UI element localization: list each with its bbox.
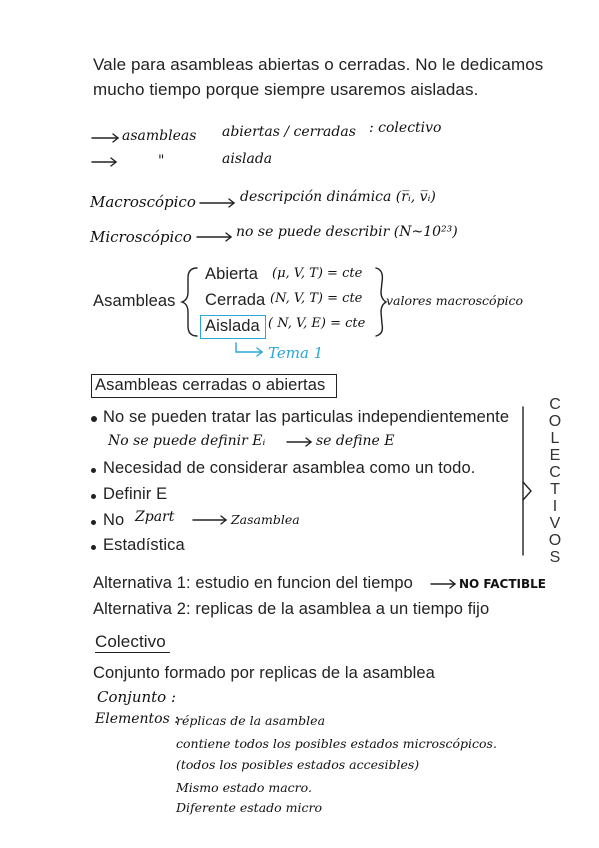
arrow-icon: [92, 158, 116, 166]
alternative-1-verdict: NO FACTIBLE: [459, 577, 546, 591]
vertical-letter: C: [549, 396, 561, 413]
colectivo-note-2: (todos los posibles estados accesibles): [176, 757, 420, 772]
vertical-letter: E: [549, 447, 561, 464]
types-row2-value: aislada: [222, 151, 273, 167]
bullet-4-no: No: [103, 511, 125, 529]
asamblea-item-aislada-vars: ( N, V, E) = cte: [268, 316, 366, 331]
colectivo-note-3: Mismo estado macro.: [176, 780, 312, 795]
colectivo-note-4: Diferente estado micro: [176, 800, 323, 815]
bullet-2: Necesidad de considerar asamblea como un todo.: [103, 459, 476, 477]
arrow-icon: [193, 516, 226, 524]
right-brace: [376, 268, 386, 336]
arrow-icon: [431, 580, 455, 588]
asamblea-item-aislada: Aislada: [205, 317, 260, 335]
arrow-icon: [92, 134, 118, 142]
macro-desc: descripción dinámica (r̅ᵢ, v̅ᵢ): [240, 189, 436, 205]
bullet-dot: [91, 494, 96, 499]
vertical-letter: T: [550, 481, 560, 498]
vertical-letter: V: [549, 515, 561, 532]
asamblea-item-abierta: Abierta: [205, 265, 258, 283]
types-row1-value: abiertas / cerradas: [222, 124, 356, 140]
left-brace: [182, 268, 197, 336]
bullet-1-sub: No se puede definir Eᵢ: [108, 433, 266, 449]
bullet-3: Definir E: [103, 485, 168, 503]
colectivo-definition: Conjunto formado por replicas de la asamblea: [93, 664, 435, 682]
bullet-dot: [91, 520, 96, 525]
micro-desc: no se puede describir (N~10²³): [236, 224, 458, 240]
vertical-letter: C: [549, 464, 561, 481]
bullet-5: Estadística: [103, 536, 185, 554]
bullet-4-zasamblea: Zasamblea: [231, 512, 300, 527]
bullet-dot: [91, 545, 96, 550]
vertical-letter: S: [549, 549, 561, 566]
vertical-letter: L: [550, 430, 560, 447]
vertical-letter: O: [548, 532, 562, 549]
bullet-1: No se pueden tratar las particulas independientemente: [103, 408, 510, 426]
alternative-2: Alternativa 2: replicas de la asamblea a un tiempo fijo: [93, 600, 490, 618]
types-row2-ditto: ": [158, 153, 165, 169]
asambleas-label: Asambleas: [93, 292, 176, 310]
bracket-point: [523, 482, 531, 500]
colectivo-underline: [95, 652, 170, 653]
asamblea-item-cerrada-vars: (N, V, T) = cte: [270, 291, 363, 306]
tema-reference: Tema 1: [268, 344, 324, 362]
vertical-letter: O: [548, 413, 562, 430]
alternative-1: Alternativa 1: estudio en funcion del tiempo: [93, 574, 413, 592]
valores-macro-note: valores macroscópico: [386, 293, 524, 308]
types-row1-result: : colectivo: [369, 120, 442, 136]
intro-line-1: Vale para asambleas abiertas o cerradas. No le dedicamos: [93, 55, 544, 74]
tema-arrow-icon: [236, 343, 262, 356]
bullet-1-sub2: se define E: [316, 433, 395, 449]
types-row1-label: asambleas: [122, 128, 197, 144]
colectivo-heading: Colectivo: [95, 632, 166, 651]
bullet-dot: [91, 416, 97, 422]
intro-line-2: mucho tiempo porque siempre usaremos aisladas.: [93, 80, 479, 99]
micro-label: Microscópico: [90, 228, 192, 246]
vertical-letter: I: [552, 498, 558, 515]
bullet-4-zpart: Zpart: [135, 509, 175, 525]
bullet-dot: [91, 468, 96, 473]
colectivo-note-1: contiene todos los posibles estados microscópicos.: [176, 736, 497, 751]
asamblea-item-cerrada: Cerrada: [205, 291, 266, 309]
elementos-value: réplicas de la asamblea: [176, 713, 326, 728]
elementos-label: Elementos :: [95, 711, 179, 727]
arrow-icon: [197, 233, 231, 241]
conjunto-label: Conjunto :: [97, 688, 177, 706]
asamblea-item-abierta-vars: (μ, V, T) = cte: [272, 266, 363, 281]
arrow-icon: [200, 199, 234, 207]
arrow-icon: [287, 438, 311, 446]
section-heading: Asambleas cerradas o abiertas: [95, 376, 326, 394]
macro-label: Macroscópico: [90, 193, 196, 211]
